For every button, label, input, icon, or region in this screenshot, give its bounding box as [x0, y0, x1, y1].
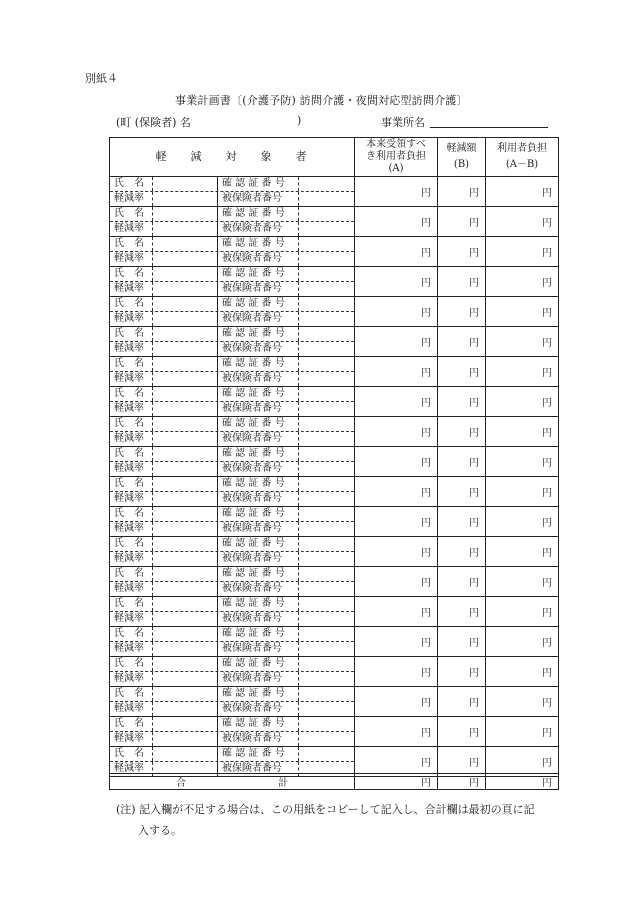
- reduction-rate-field[interactable]: [153, 192, 218, 206]
- reduction-rate-label: 軽減率: [110, 282, 153, 296]
- cert-number-label: 確 認 証 番 号: [218, 657, 299, 671]
- table-row: [110, 177, 559, 207]
- subject-cell: [110, 327, 355, 357]
- reduction-amount-cell[interactable]: 円: [438, 177, 486, 207]
- subject-cell: [110, 597, 355, 627]
- name-label: 氏 名: [110, 597, 153, 611]
- reduction-rate-field[interactable]: [153, 372, 218, 386]
- plan-table: [109, 137, 559, 777]
- subject-cell: [110, 627, 355, 657]
- town-insurer-label: (町 (保険者) 名: [116, 116, 191, 129]
- insured-number-label: 被保険者番号: [218, 672, 299, 686]
- reduction-rate-label: 軽減率: [110, 252, 153, 266]
- insured-number-field[interactable]: [299, 672, 354, 686]
- cert-number-field[interactable]: [299, 507, 354, 521]
- insured-number-label: 被保険者番号: [218, 222, 299, 236]
- reduction-rate-label: 軽減率: [110, 432, 153, 446]
- reduction-amount-cell[interactable]: 円: [438, 267, 486, 297]
- cert-number-field[interactable]: [299, 747, 354, 761]
- subject-cell: [110, 657, 355, 687]
- user-burden-cell[interactable]: 円: [486, 267, 559, 297]
- user-burden-cell[interactable]: 円: [486, 327, 559, 357]
- name-field[interactable]: [153, 537, 218, 551]
- total-b-cell[interactable]: 円: [438, 774, 486, 790]
- reduction-rate-field[interactable]: [153, 612, 218, 626]
- cert-number-field[interactable]: [299, 447, 354, 461]
- table-row: [110, 717, 559, 747]
- insured-number-field[interactable]: [299, 432, 354, 446]
- original-burden-cell[interactable]: 円: [355, 297, 438, 327]
- reduction-rate-label: 軽減率: [110, 522, 153, 536]
- reduction-rate-field[interactable]: [153, 402, 218, 416]
- name-label: 氏 名: [110, 207, 153, 221]
- insured-number-label: 被保険者番号: [218, 252, 299, 266]
- cert-number-field[interactable]: [299, 537, 354, 551]
- table-row: [110, 417, 559, 447]
- table-row: [110, 237, 559, 267]
- insured-number-label: 被保険者番号: [218, 492, 299, 506]
- reduction-amount-cell[interactable]: 円: [438, 387, 486, 417]
- cert-number-label: 確 認 証 番 号: [218, 537, 299, 551]
- name-label: 氏 名: [110, 627, 153, 641]
- insured-number-field[interactable]: [299, 282, 354, 296]
- original-burden-cell[interactable]: 円: [355, 417, 438, 447]
- reduction-rate-field[interactable]: [153, 522, 218, 536]
- table-row: [110, 657, 559, 687]
- cert-number-label: 確 認 証 番 号: [218, 687, 299, 701]
- name-label: 氏 名: [110, 447, 153, 461]
- insured-number-label: 被保険者番号: [218, 762, 299, 776]
- user-burden-cell[interactable]: 円: [486, 477, 559, 507]
- user-burden-cell[interactable]: 円: [486, 717, 559, 747]
- reduction-rate-label: 軽減率: [110, 402, 153, 416]
- reduction-amount-cell[interactable]: 円: [438, 597, 486, 627]
- name-label: 氏 名: [110, 267, 153, 281]
- reduction-rate-field[interactable]: [153, 312, 218, 326]
- cert-number-label: 確 認 証 番 号: [218, 357, 299, 371]
- insured-number-label: 被保険者番号: [218, 282, 299, 296]
- original-burden-cell[interactable]: 円: [355, 597, 438, 627]
- cert-number-field[interactable]: [299, 267, 354, 281]
- insured-number-field[interactable]: [299, 642, 354, 656]
- original-burden-cell[interactable]: 円: [355, 447, 438, 477]
- reduction-rate-field[interactable]: [153, 702, 218, 716]
- reduction-rate-field[interactable]: [153, 252, 218, 266]
- reduction-rate-label: 軽減率: [110, 582, 153, 596]
- reduction-rate-label: 軽減率: [110, 702, 153, 716]
- cert-number-field[interactable]: [299, 237, 354, 251]
- reduction-rate-field[interactable]: [153, 642, 218, 656]
- reduction-rate-label: 軽減率: [110, 492, 153, 506]
- subject-cell: [110, 567, 355, 597]
- footnote-line-1: (注) 記入欄が不足する場合は、この用紙をコピーして記入し、合計欄は最初の頁に記: [116, 803, 535, 816]
- table-row: [110, 687, 559, 717]
- name-label: 氏 名: [110, 747, 153, 761]
- name-field[interactable]: [153, 627, 218, 641]
- reduction-rate-field[interactable]: [153, 672, 218, 686]
- header-reduction-amount: 軽減額 (B): [438, 138, 486, 177]
- name-field[interactable]: [153, 687, 218, 701]
- cert-number-field[interactable]: [299, 297, 354, 311]
- insured-number-field[interactable]: [299, 192, 354, 206]
- insured-number-field[interactable]: [299, 312, 354, 326]
- user-burden-cell[interactable]: 円: [486, 237, 559, 267]
- cert-number-field[interactable]: [299, 567, 354, 581]
- insured-number-field[interactable]: [299, 522, 354, 536]
- insured-number-field[interactable]: [299, 222, 354, 236]
- reduction-rate-label: 軽減率: [110, 222, 153, 236]
- reduction-rate-label: 軽減率: [110, 342, 153, 356]
- reduction-rate-label: 軽減率: [110, 192, 153, 206]
- original-burden-cell[interactable]: 円: [355, 567, 438, 597]
- cert-number-label: 確 認 証 番 号: [218, 267, 299, 281]
- reduction-rate-field[interactable]: [153, 492, 218, 506]
- cert-number-label: 確 認 証 番 号: [218, 447, 299, 461]
- header-original-burden: 本来受領すべ き利用者負担 (A): [355, 138, 438, 177]
- user-burden-cell[interactable]: 円: [486, 657, 559, 687]
- reduction-amount-cell[interactable]: 円: [438, 417, 486, 447]
- insured-number-field[interactable]: [299, 702, 354, 716]
- insured-number-field[interactable]: [299, 372, 354, 386]
- reduction-amount-cell[interactable]: 円: [438, 477, 486, 507]
- subject-cell: [110, 477, 355, 507]
- user-burden-cell[interactable]: 円: [486, 387, 559, 417]
- user-burden-cell[interactable]: 円: [486, 207, 559, 237]
- name-field[interactable]: [153, 327, 218, 341]
- table-row: [110, 507, 559, 537]
- reduction-amount-cell[interactable]: 円: [438, 507, 486, 537]
- subject-cell: [110, 297, 355, 327]
- insured-number-label: 被保険者番号: [218, 732, 299, 746]
- town-insurer-close: ): [297, 114, 302, 127]
- original-burden-cell[interactable]: 円: [355, 237, 438, 267]
- annex-label: 別紙４: [85, 72, 118, 85]
- header-user-burden: 利用者負担 (A－B): [486, 138, 559, 177]
- insured-number-field[interactable]: [299, 402, 354, 416]
- reduction-rate-field[interactable]: [153, 732, 218, 746]
- original-burden-cell[interactable]: 円: [355, 207, 438, 237]
- reduction-rate-field[interactable]: [153, 432, 218, 446]
- name-field[interactable]: [153, 747, 218, 761]
- header-subjects: 軽 減 対 象 者: [110, 138, 355, 177]
- reduction-rate-label: 軽減率: [110, 462, 153, 476]
- name-label: 氏 名: [110, 507, 153, 521]
- insured-number-label: 被保険者番号: [218, 402, 299, 416]
- name-field[interactable]: [153, 387, 218, 401]
- name-field[interactable]: [153, 237, 218, 251]
- name-label: 氏 名: [110, 567, 153, 581]
- insured-number-label: 被保険者番号: [218, 582, 299, 596]
- cert-number-field[interactable]: [299, 207, 354, 221]
- user-burden-cell[interactable]: 円: [486, 597, 559, 627]
- reduction-rate-label: 軽減率: [110, 312, 153, 326]
- name-field[interactable]: [153, 717, 218, 731]
- cert-number-label: 確 認 証 番 号: [218, 237, 299, 251]
- cert-number-label: 確 認 証 番 号: [218, 177, 299, 191]
- cert-number-field[interactable]: [299, 387, 354, 401]
- insured-number-label: 被保険者番号: [218, 372, 299, 386]
- user-burden-cell[interactable]: 円: [486, 537, 559, 567]
- name-field[interactable]: [153, 477, 218, 491]
- user-burden-cell[interactable]: 円: [486, 177, 559, 207]
- subject-cell: [110, 717, 355, 747]
- insured-number-label: 被保険者番号: [218, 312, 299, 326]
- reduction-rate-label: 軽減率: [110, 642, 153, 656]
- original-burden-cell[interactable]: 円: [355, 657, 438, 687]
- subject-cell: [110, 387, 355, 417]
- reduction-rate-label: 軽減率: [110, 732, 153, 746]
- office-name-field[interactable]: [430, 127, 548, 128]
- insured-number-label: 被保険者番号: [218, 522, 299, 536]
- insured-number-field[interactable]: [299, 342, 354, 356]
- original-burden-cell[interactable]: 円: [355, 357, 438, 387]
- subject-cell: [110, 447, 355, 477]
- cert-number-label: 確 認 証 番 号: [218, 717, 299, 731]
- cert-number-label: 確 認 証 番 号: [218, 387, 299, 401]
- footnote-line-2: 入する。: [138, 824, 182, 837]
- name-label: 氏 名: [110, 327, 153, 341]
- insured-number-label: 被保険者番号: [218, 462, 299, 476]
- user-burden-cell[interactable]: 円: [486, 507, 559, 537]
- insured-number-field[interactable]: [299, 612, 354, 626]
- reduction-rate-field[interactable]: [153, 462, 218, 476]
- cert-number-label: 確 認 証 番 号: [218, 507, 299, 521]
- cert-number-field[interactable]: [299, 687, 354, 701]
- table-row: [110, 477, 559, 507]
- name-field[interactable]: [153, 177, 218, 191]
- name-field[interactable]: [153, 207, 218, 221]
- table-row: [110, 567, 559, 597]
- subject-cell: [110, 687, 355, 717]
- name-label: 氏 名: [110, 177, 153, 191]
- name-field[interactable]: [153, 267, 218, 281]
- user-burden-cell[interactable]: 円: [486, 567, 559, 597]
- reduction-amount-cell[interactable]: 円: [438, 657, 486, 687]
- subject-cell: [110, 207, 355, 237]
- cert-number-field[interactable]: [299, 417, 354, 431]
- cert-number-label: 確 認 証 番 号: [218, 627, 299, 641]
- reduction-amount-cell[interactable]: 円: [438, 237, 486, 267]
- cert-number-label: 確 認 証 番 号: [218, 747, 299, 761]
- name-field[interactable]: [153, 567, 218, 581]
- name-field[interactable]: [153, 597, 218, 611]
- name-label: 氏 名: [110, 297, 153, 311]
- original-burden-cell[interactable]: 円: [355, 267, 438, 297]
- reduction-rate-label: 軽減率: [110, 762, 153, 776]
- reduction-amount-cell[interactable]: 円: [438, 357, 486, 387]
- insured-number-field[interactable]: [299, 732, 354, 746]
- subject-cell: [110, 267, 355, 297]
- reduction-rate-label: 軽減率: [110, 552, 153, 566]
- subject-cell: [110, 177, 355, 207]
- table-row: [110, 627, 559, 657]
- original-burden-cell[interactable]: 円: [355, 177, 438, 207]
- table-row: [110, 597, 559, 627]
- subject-cell: [110, 747, 355, 777]
- cert-number-label: 確 認 証 番 号: [218, 327, 299, 341]
- total-row: [110, 774, 559, 790]
- table-row: [110, 537, 559, 567]
- user-burden-cell[interactable]: 円: [486, 417, 559, 447]
- reduction-amount-cell[interactable]: 円: [438, 537, 486, 567]
- insured-number-field[interactable]: [299, 462, 354, 476]
- table-row: [110, 357, 559, 387]
- reduction-amount-cell[interactable]: 円: [438, 207, 486, 237]
- reduction-amount-cell[interactable]: 円: [438, 567, 486, 597]
- reduction-amount-cell[interactable]: 円: [438, 717, 486, 747]
- reduction-amount-cell[interactable]: 円: [438, 297, 486, 327]
- cert-number-label: 確 認 証 番 号: [218, 477, 299, 491]
- name-label: 氏 名: [110, 417, 153, 431]
- original-burden-cell[interactable]: 円: [355, 387, 438, 417]
- document-title: 事業計画書〔(介護予防) 訪問介護・夜間対応型訪問介護〕: [175, 94, 468, 107]
- reduction-rate-label: 軽減率: [110, 672, 153, 686]
- table-row: [110, 327, 559, 357]
- table-row: [110, 387, 559, 417]
- name-label: 氏 名: [110, 687, 153, 701]
- user-burden-cell[interactable]: 円: [486, 357, 559, 387]
- insured-number-label: 被保険者番号: [218, 702, 299, 716]
- subject-cell: [110, 537, 355, 567]
- cert-number-field[interactable]: [299, 597, 354, 611]
- cert-number-label: 確 認 証 番 号: [218, 597, 299, 611]
- subject-cell: [110, 507, 355, 537]
- name-label: 氏 名: [110, 657, 153, 671]
- office-name-label: 事業所名: [381, 116, 425, 129]
- name-label: 氏 名: [110, 537, 153, 551]
- cert-number-label: 確 認 証 番 号: [218, 297, 299, 311]
- reduction-rate-field[interactable]: [153, 282, 218, 296]
- name-label: 氏 名: [110, 387, 153, 401]
- reduction-rate-field[interactable]: [153, 552, 218, 566]
- original-burden-cell[interactable]: 円: [355, 537, 438, 567]
- subject-cell: [110, 237, 355, 267]
- insured-number-label: 被保険者番号: [218, 432, 299, 446]
- user-burden-cell[interactable]: 円: [486, 627, 559, 657]
- name-field[interactable]: [153, 657, 218, 671]
- reduction-rate-label: 軽減率: [110, 372, 153, 386]
- user-burden-cell[interactable]: 円: [486, 747, 559, 777]
- reduction-rate-field[interactable]: [153, 582, 218, 596]
- cert-number-field[interactable]: [299, 357, 354, 371]
- original-burden-cell[interactable]: 円: [355, 627, 438, 657]
- cert-number-field[interactable]: [299, 627, 354, 641]
- reduction-amount-cell[interactable]: 円: [438, 627, 486, 657]
- total-a-cell[interactable]: 円: [355, 774, 438, 790]
- insured-number-label: 被保険者番号: [218, 192, 299, 206]
- insured-number-field[interactable]: [299, 492, 354, 506]
- reduction-rate-field[interactable]: [153, 342, 218, 356]
- total-table: [109, 773, 559, 790]
- reduction-rate-field[interactable]: [153, 222, 218, 236]
- table-row: [110, 267, 559, 297]
- insured-number-field[interactable]: [299, 552, 354, 566]
- name-field[interactable]: [153, 357, 218, 371]
- table-row: [110, 747, 559, 777]
- cert-number-field[interactable]: [299, 477, 354, 491]
- insured-number-label: 被保険者番号: [218, 342, 299, 356]
- user-burden-cell[interactable]: 円: [486, 447, 559, 477]
- name-field[interactable]: [153, 297, 218, 311]
- insured-number-label: 被保険者番号: [218, 642, 299, 656]
- subject-cell: [110, 417, 355, 447]
- original-burden-cell[interactable]: 円: [355, 747, 438, 777]
- table-row: [110, 297, 559, 327]
- reduction-amount-cell[interactable]: 円: [438, 327, 486, 357]
- name-label: 氏 名: [110, 237, 153, 251]
- original-burden-cell[interactable]: 円: [355, 507, 438, 537]
- original-burden-cell[interactable]: 円: [355, 327, 438, 357]
- insured-number-field[interactable]: [299, 252, 354, 266]
- reduction-rate-label: 軽減率: [110, 612, 153, 626]
- name-label: 氏 名: [110, 357, 153, 371]
- cert-number-field[interactable]: [299, 657, 354, 671]
- insured-number-field[interactable]: [299, 582, 354, 596]
- cert-number-field[interactable]: [299, 717, 354, 731]
- total-c-cell[interactable]: 円: [486, 774, 559, 790]
- user-burden-cell[interactable]: 円: [486, 687, 559, 717]
- table-row: [110, 447, 559, 477]
- name-field[interactable]: [153, 507, 218, 521]
- table-header-row: [110, 138, 559, 177]
- original-burden-cell[interactable]: 円: [355, 477, 438, 507]
- reduction-amount-cell[interactable]: 円: [438, 747, 486, 777]
- name-field[interactable]: [153, 417, 218, 431]
- original-burden-cell[interactable]: 円: [355, 717, 438, 747]
- name-field[interactable]: [153, 447, 218, 461]
- subject-cell: [110, 357, 355, 387]
- reduction-amount-cell[interactable]: 円: [438, 447, 486, 477]
- cert-number-field[interactable]: [299, 327, 354, 341]
- cert-number-label: 確 認 証 番 号: [218, 207, 299, 221]
- table-row: [110, 207, 559, 237]
- cert-number-label: 確 認 証 番 号: [218, 417, 299, 431]
- user-burden-cell[interactable]: 円: [486, 297, 559, 327]
- total-label: 合 計: [110, 774, 355, 790]
- name-label: 氏 名: [110, 477, 153, 491]
- footnote: [116, 799, 576, 841]
- insured-number-label: 被保険者番号: [218, 552, 299, 566]
- name-label: 氏 名: [110, 717, 153, 731]
- cert-number-field[interactable]: [299, 177, 354, 191]
- reduction-amount-cell[interactable]: 円: [438, 687, 486, 717]
- insured-number-label: 被保険者番号: [218, 612, 299, 626]
- cert-number-label: 確 認 証 番 号: [218, 567, 299, 581]
- original-burden-cell[interactable]: 円: [355, 687, 438, 717]
